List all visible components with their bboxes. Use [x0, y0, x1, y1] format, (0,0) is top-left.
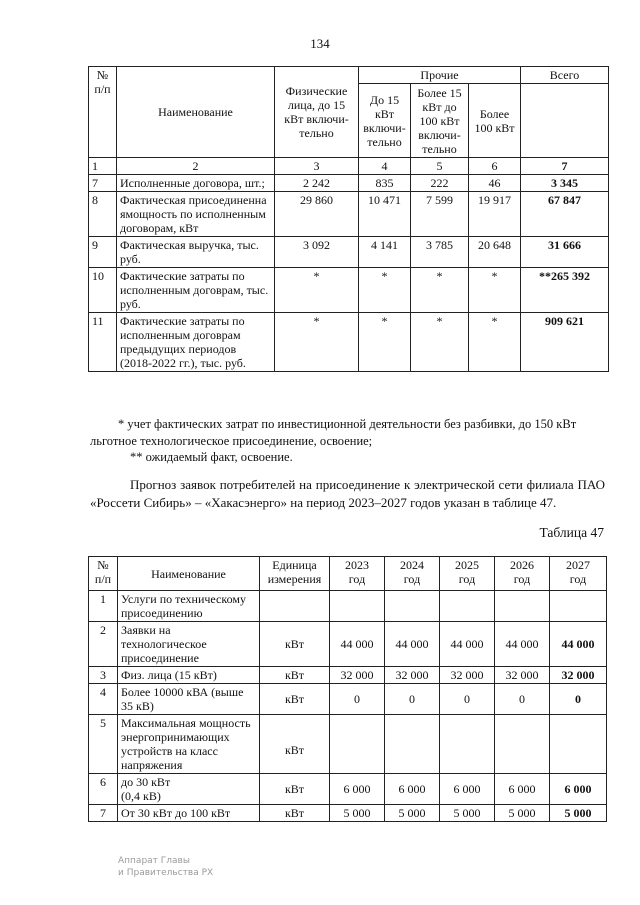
row-name: От 30 кВт до 100 кВт — [118, 805, 260, 822]
cell-value: * — [469, 313, 521, 372]
cell-value: 5 000 — [550, 805, 607, 822]
cell-value: 20 648 — [469, 237, 521, 268]
table-row — [89, 313, 609, 372]
row-unit: кВт — [260, 667, 330, 684]
cell-value — [440, 715, 495, 774]
row-num: 4 — [89, 684, 118, 715]
table-colnum-row — [89, 158, 609, 175]
cell-value: 19 917 — [469, 192, 521, 237]
row-num: 7 — [89, 805, 118, 822]
cell-value: 0 — [440, 684, 495, 715]
document-stamp — [118, 855, 213, 879]
row-num: 7 — [89, 175, 117, 192]
forecast-paragraph: Прогноз заявок потребителей на присоединение к электрической сети филиала ПАО «Россети Сибирь» – «Хакасэнерго» на период 2023–2027 годов указан в таблице 47. — [90, 477, 605, 510]
cell-value — [330, 591, 385, 622]
row-name: Заявки на технологическое присоединение — [118, 622, 260, 667]
cell-value: 0 — [385, 684, 440, 715]
table-row — [89, 192, 609, 237]
cell-value: * — [411, 268, 469, 313]
cell-value: 222 — [411, 175, 469, 192]
row-num: 2 — [89, 622, 118, 667]
col-header-2027: 2027 год — [550, 557, 607, 591]
cell-total: 31 666 — [521, 237, 609, 268]
cell-value: 0 — [330, 684, 385, 715]
colnum: 2 — [117, 158, 275, 175]
cell-value: 10 471 — [359, 192, 411, 237]
col-header-total-empty — [521, 84, 609, 158]
cell-value: * — [411, 313, 469, 372]
cell-value: 44 000 — [440, 622, 495, 667]
row-unit: кВт — [260, 684, 330, 715]
cell-value: 835 — [359, 175, 411, 192]
row-name: Физ. лица (15 кВт) — [118, 667, 260, 684]
table-row — [89, 591, 607, 622]
cell-value: 5 000 — [440, 805, 495, 822]
row-num: 1 — [89, 591, 118, 622]
cell-value — [495, 591, 550, 622]
cell-value: 32 000 — [385, 667, 440, 684]
cell-value — [330, 715, 385, 774]
cell-value — [550, 715, 607, 774]
cell-value: 6 000 — [440, 774, 495, 805]
cell-value: 44 000 — [385, 622, 440, 667]
table-header-row — [89, 557, 607, 591]
colnum: 1 — [89, 158, 117, 175]
cell-value — [385, 591, 440, 622]
col-header-up-to-15: До 15 кВт включи-тельно — [359, 84, 411, 158]
table-47-label: Таблица 47 — [539, 525, 604, 540]
cell-value: 7 599 — [411, 192, 469, 237]
cell-total: **265 392 — [521, 268, 609, 313]
row-name: Максимальная мощность энергопринимающих устройств на класс напряжения — [118, 715, 260, 774]
table-row — [89, 622, 607, 667]
footnote-1: * учет фактических затрат по инвестиционной деятельности без разбивки, до 150 кВт льготное технологическое присоединение, освоение; — [90, 417, 577, 448]
cell-value: * — [275, 268, 359, 313]
cell-value: 6 000 — [495, 774, 550, 805]
col-header-2024: 2024 год — [385, 557, 440, 591]
cell-value: 44 000 — [330, 622, 385, 667]
row-num: 11 — [89, 313, 117, 372]
col-header-total: Всего — [521, 67, 609, 84]
stamp-line-2: и Правительства РХ — [118, 868, 214, 878]
col-header-num: № п/п — [89, 67, 117, 158]
cell-value: * — [275, 313, 359, 372]
cell-value: 5 000 — [495, 805, 550, 822]
cell-value — [440, 591, 495, 622]
table-row — [89, 805, 607, 822]
col-header-2023: 2023 год — [330, 557, 385, 591]
cell-value: 44 000 — [550, 622, 607, 667]
table-row — [89, 774, 607, 805]
cell-value: * — [359, 268, 411, 313]
cell-value: 3 092 — [275, 237, 359, 268]
row-name: Исполненные договора, шт.; — [117, 175, 275, 192]
table-row — [89, 237, 609, 268]
table-row — [89, 684, 607, 715]
row-unit: кВт — [260, 805, 330, 822]
col-header-other: Прочие — [359, 67, 521, 84]
table-header-row — [89, 67, 609, 84]
colnum: 6 — [469, 158, 521, 175]
row-num: 9 — [89, 237, 117, 268]
row-name: Фактические затраты по исполненным договрам предыдущих периодов (2018-2022 гг.), тыс. руб. — [117, 313, 275, 372]
cell-value: 6 000 — [330, 774, 385, 805]
cell-value: 32 000 — [440, 667, 495, 684]
cell-value — [385, 715, 440, 774]
row-num: 5 — [89, 715, 118, 774]
col-header-phys: Физические лица, до 15 кВт включи-тельно — [275, 67, 359, 158]
cell-value: * — [359, 313, 411, 372]
cell-value: 0 — [550, 684, 607, 715]
cell-value: 2 242 — [275, 175, 359, 192]
cell-value: 4 141 — [359, 237, 411, 268]
col-header-name: Наименование — [117, 67, 275, 158]
cell-total: 909 621 — [521, 313, 609, 372]
row-unit: кВт — [260, 774, 330, 805]
cell-value: 6 000 — [550, 774, 607, 805]
row-unit: кВт — [260, 622, 330, 667]
row-name: Услуги по техническому присоединению — [118, 591, 260, 622]
footnote-2: ** ожидаемый факт, освоение. — [130, 450, 293, 464]
page-number: 134 — [310, 36, 330, 51]
cell-total: 67 847 — [521, 192, 609, 237]
col-header-2025: 2025 год — [440, 557, 495, 591]
colnum: 7 — [521, 158, 609, 175]
cell-value: 0 — [495, 684, 550, 715]
row-name: до 30 кВт (0,4 кВ) — [118, 774, 260, 805]
cell-value — [550, 591, 607, 622]
cell-value: * — [469, 268, 521, 313]
forecast-table — [88, 556, 607, 822]
col-header-unit: Единица измерения — [260, 557, 330, 591]
cell-value: 44 000 — [495, 622, 550, 667]
cell-value: 32 000 — [495, 667, 550, 684]
row-name: Фактическая присоединенна ямощность по исполненным договорам, кВт — [117, 192, 275, 237]
row-num: 8 — [89, 192, 117, 237]
cell-value: 46 — [469, 175, 521, 192]
row-num: 3 — [89, 667, 118, 684]
col-header-name: Наименование — [118, 557, 260, 591]
table-row — [89, 268, 609, 313]
cell-value — [495, 715, 550, 774]
row-unit: кВт — [260, 715, 330, 774]
cell-total: 3 345 — [521, 175, 609, 192]
table-row — [89, 175, 609, 192]
cell-value: 32 000 — [550, 667, 607, 684]
colnum: 4 — [359, 158, 411, 175]
table-row — [89, 715, 607, 774]
cell-value: 32 000 — [330, 667, 385, 684]
col-header-2026: 2026 год — [495, 557, 550, 591]
col-header-num: № п/п — [89, 557, 118, 591]
table-row — [89, 667, 607, 684]
row-num: 10 — [89, 268, 117, 313]
cell-value: 5 000 — [385, 805, 440, 822]
colnum: 5 — [411, 158, 469, 175]
col-header-15-100: Более 15 кВт до 100 кВт включи-тельно — [411, 84, 469, 158]
cell-value: 6 000 — [385, 774, 440, 805]
row-name: Более 10000 кВА (выше 35 кВ) — [118, 684, 260, 715]
connection-results-table — [88, 66, 609, 372]
cell-value: 29 860 — [275, 192, 359, 237]
row-num: 6 — [89, 774, 118, 805]
col-header-over-100: Более 100 кВт — [469, 84, 521, 158]
cell-value: 5 000 — [330, 805, 385, 822]
row-unit — [260, 591, 330, 622]
row-name: Фактические затраты по исполненным договрам, тыс. руб. — [117, 268, 275, 313]
row-name: Фактическая выручка, тыс. руб. — [117, 237, 275, 268]
stamp-line-1: Аппарат Главы — [118, 856, 190, 866]
colnum: 3 — [275, 158, 359, 175]
cell-value: 3 785 — [411, 237, 469, 268]
